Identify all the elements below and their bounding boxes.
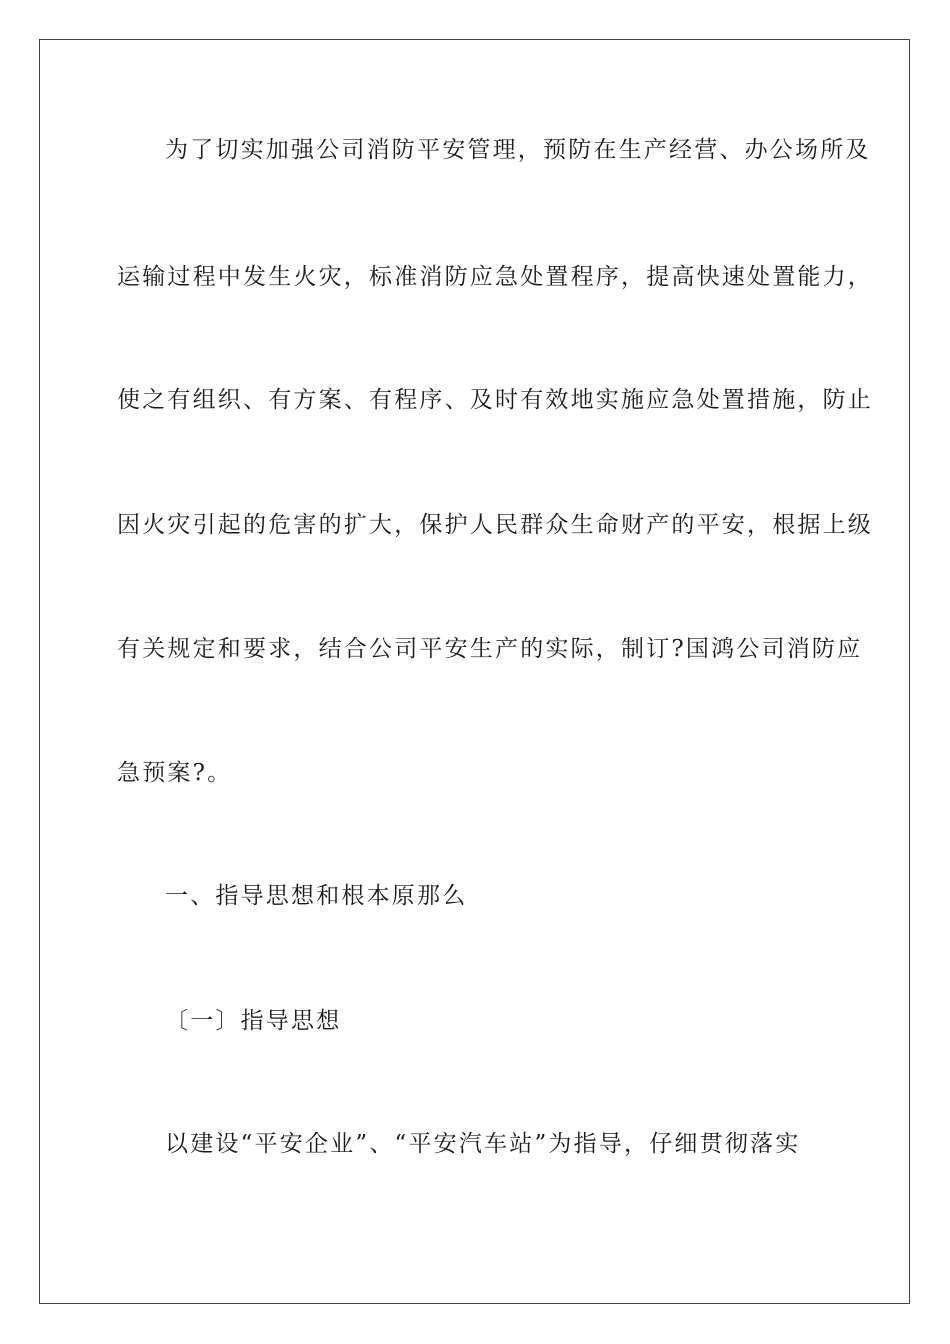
paragraph-line-7: 以建设“平安企业”、“平安汽车站”为指导，仔细贯彻落实 bbox=[165, 1131, 801, 1157]
paragraph-line-4: 因火灾引起的危害的扩大，保护人民群众生命财产的平安，根据上级 bbox=[117, 512, 873, 538]
paragraph-line-3: 使之有组织、有方案、有程序、及时有效地实施应急处置措施，防止 bbox=[117, 387, 873, 413]
subsection-heading: 〔一〕指导思想 bbox=[165, 1008, 342, 1034]
paragraph-line-1: 为了切实加强公司消防平安管理，预防在生产经营、办公场所及 bbox=[165, 137, 871, 163]
page-frame bbox=[39, 39, 910, 1304]
paragraph-line-5: 有关规定和要求，结合公司平安生产的实际，制订?国鸿公司消防应 bbox=[117, 636, 863, 662]
paragraph-line-2: 运输过程中发生火灾，标准消防应急处置程序，提高快速处置能力， bbox=[117, 264, 873, 290]
paragraph-line-6: 急预案?。 bbox=[117, 760, 233, 786]
section-heading: 一、指导思想和根本原那么 bbox=[165, 883, 468, 909]
